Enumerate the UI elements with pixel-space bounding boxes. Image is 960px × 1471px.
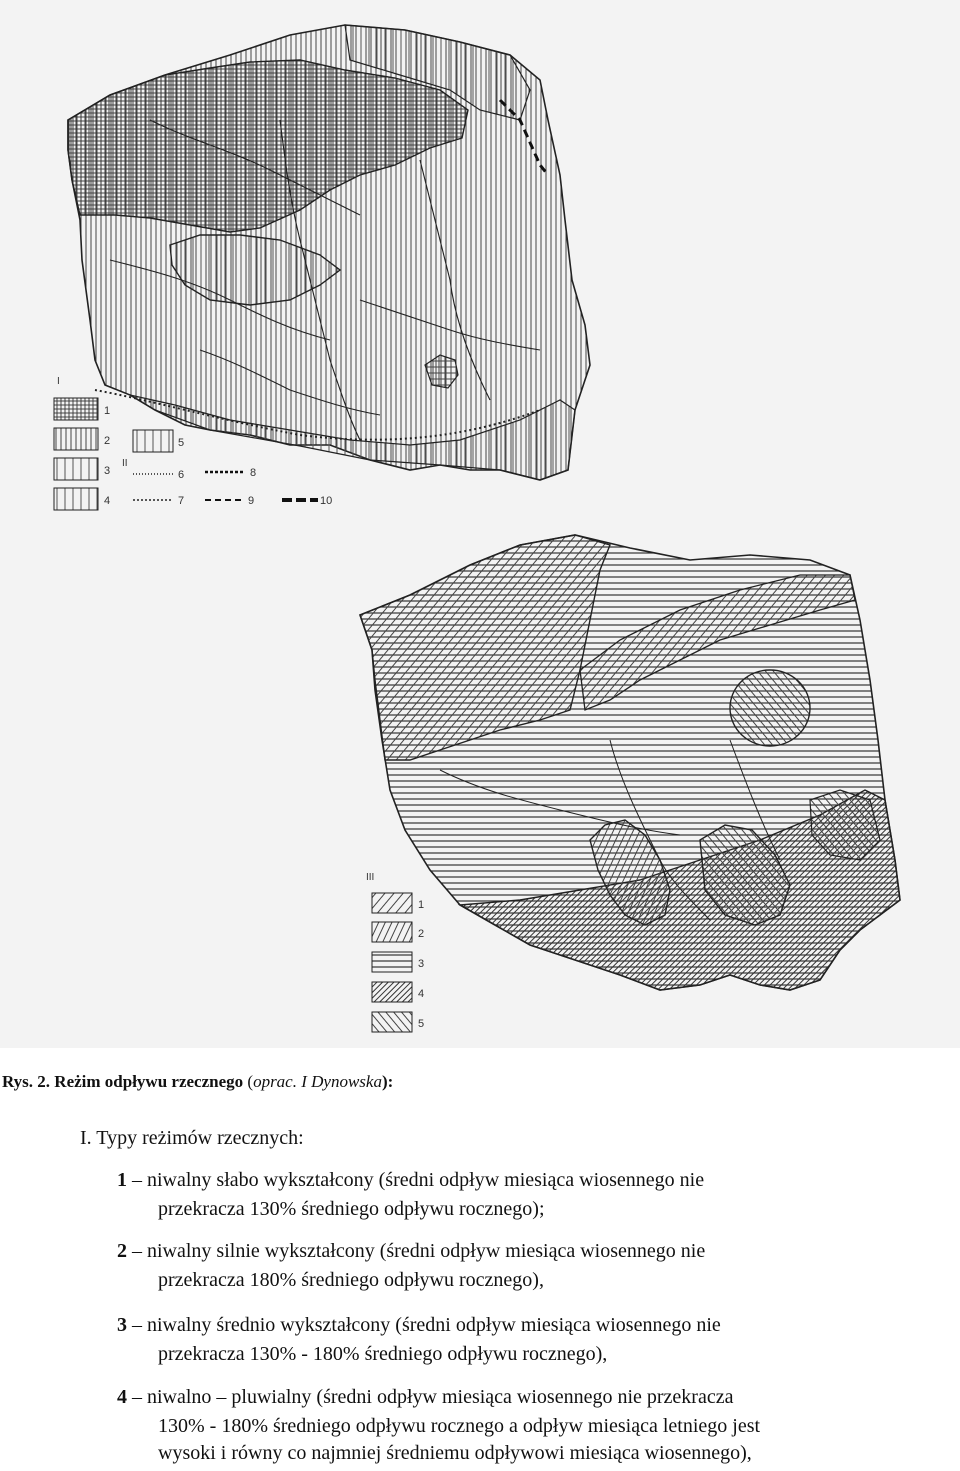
section-title: I. Typy reżimów rzecznych: <box>80 1127 304 1149</box>
item-number: 4 <box>117 1386 127 1408</box>
legend-II-label: II <box>122 458 128 469</box>
legend-top-4: 4 <box>104 495 111 507</box>
list-item-1 <box>117 1166 704 1195</box>
item-text-line1: – niwalno – pluwialny (średni odpływ miesiąca wiosennego nie przekracza <box>127 1386 734 1408</box>
legend-top-10: 10 <box>320 495 333 507</box>
item-3-text-line2: przekracza 130% - 180% średniego odpływu rocznego), <box>158 1343 608 1365</box>
legend-top-8: 8 <box>250 467 257 479</box>
item-text-line1: – niwalny silnie wykształcony (średni odpływ miesiąca wiosennego nie <box>127 1240 706 1262</box>
figure-caption <box>2 1072 393 1092</box>
item-4-text-line3: wysoki i równy co najmniej średniemu odpływowi miesiąca wiosennego), <box>158 1442 752 1464</box>
legend-top-9: 9 <box>248 495 255 507</box>
list-item-2 <box>117 1237 705 1266</box>
caption-open: ( <box>243 1072 254 1091</box>
legend-top-2: 2 <box>104 435 111 447</box>
bottom-zone-oval <box>730 670 810 746</box>
legend-III-label: III <box>366 872 375 883</box>
caption-author: oprac. I Dynowska <box>253 1072 382 1091</box>
bottom-legend <box>372 893 424 1032</box>
list-item-3 <box>117 1311 721 1340</box>
legend-bottom-4: 4 <box>418 988 425 1000</box>
legend-bottom-5: 5 <box>418 1018 425 1030</box>
item-text-line1: – niwalny średnio wykształcony (średni odpływ miesiąca wiosennego nie <box>127 1314 721 1336</box>
legend-top-3: 3 <box>104 465 111 477</box>
item-1-text-line2: przekracza 130% średniego odpływu rocznego); <box>158 1198 545 1220</box>
item-text-line1: – niwalny słabo wykształcony (średni odpływ miesiąca wiosennego nie <box>127 1169 705 1191</box>
legend-top-7: 7 <box>178 495 185 507</box>
caption-close: ): <box>381 1072 394 1091</box>
item-number: 1 <box>117 1169 127 1191</box>
item-4-text-line2: 130% - 180% średniego odpływu rocznego a odpływ miesiąca letniego jest <box>158 1415 761 1437</box>
legend-bottom-1: 1 <box>418 899 425 911</box>
legend-top-5: 5 <box>178 437 185 449</box>
item-number: 3 <box>117 1314 127 1336</box>
bottom-map <box>360 535 900 990</box>
item-2-text-line2: przekracza 180% średniego odpływu rocznego), <box>158 1269 544 1291</box>
list-item-4 <box>117 1383 733 1412</box>
caption-title: Rys. 2. Reżim odpływu rzecznego <box>2 1072 244 1091</box>
legend-bottom-3: 3 <box>418 958 425 970</box>
legend-top-1: 1 <box>104 405 111 417</box>
item-number: 2 <box>117 1240 127 1262</box>
legend-top-6: 6 <box>178 469 185 481</box>
top-map <box>57 25 590 480</box>
legend-I-label: I <box>57 376 60 387</box>
legend-bottom-2: 2 <box>418 928 425 940</box>
